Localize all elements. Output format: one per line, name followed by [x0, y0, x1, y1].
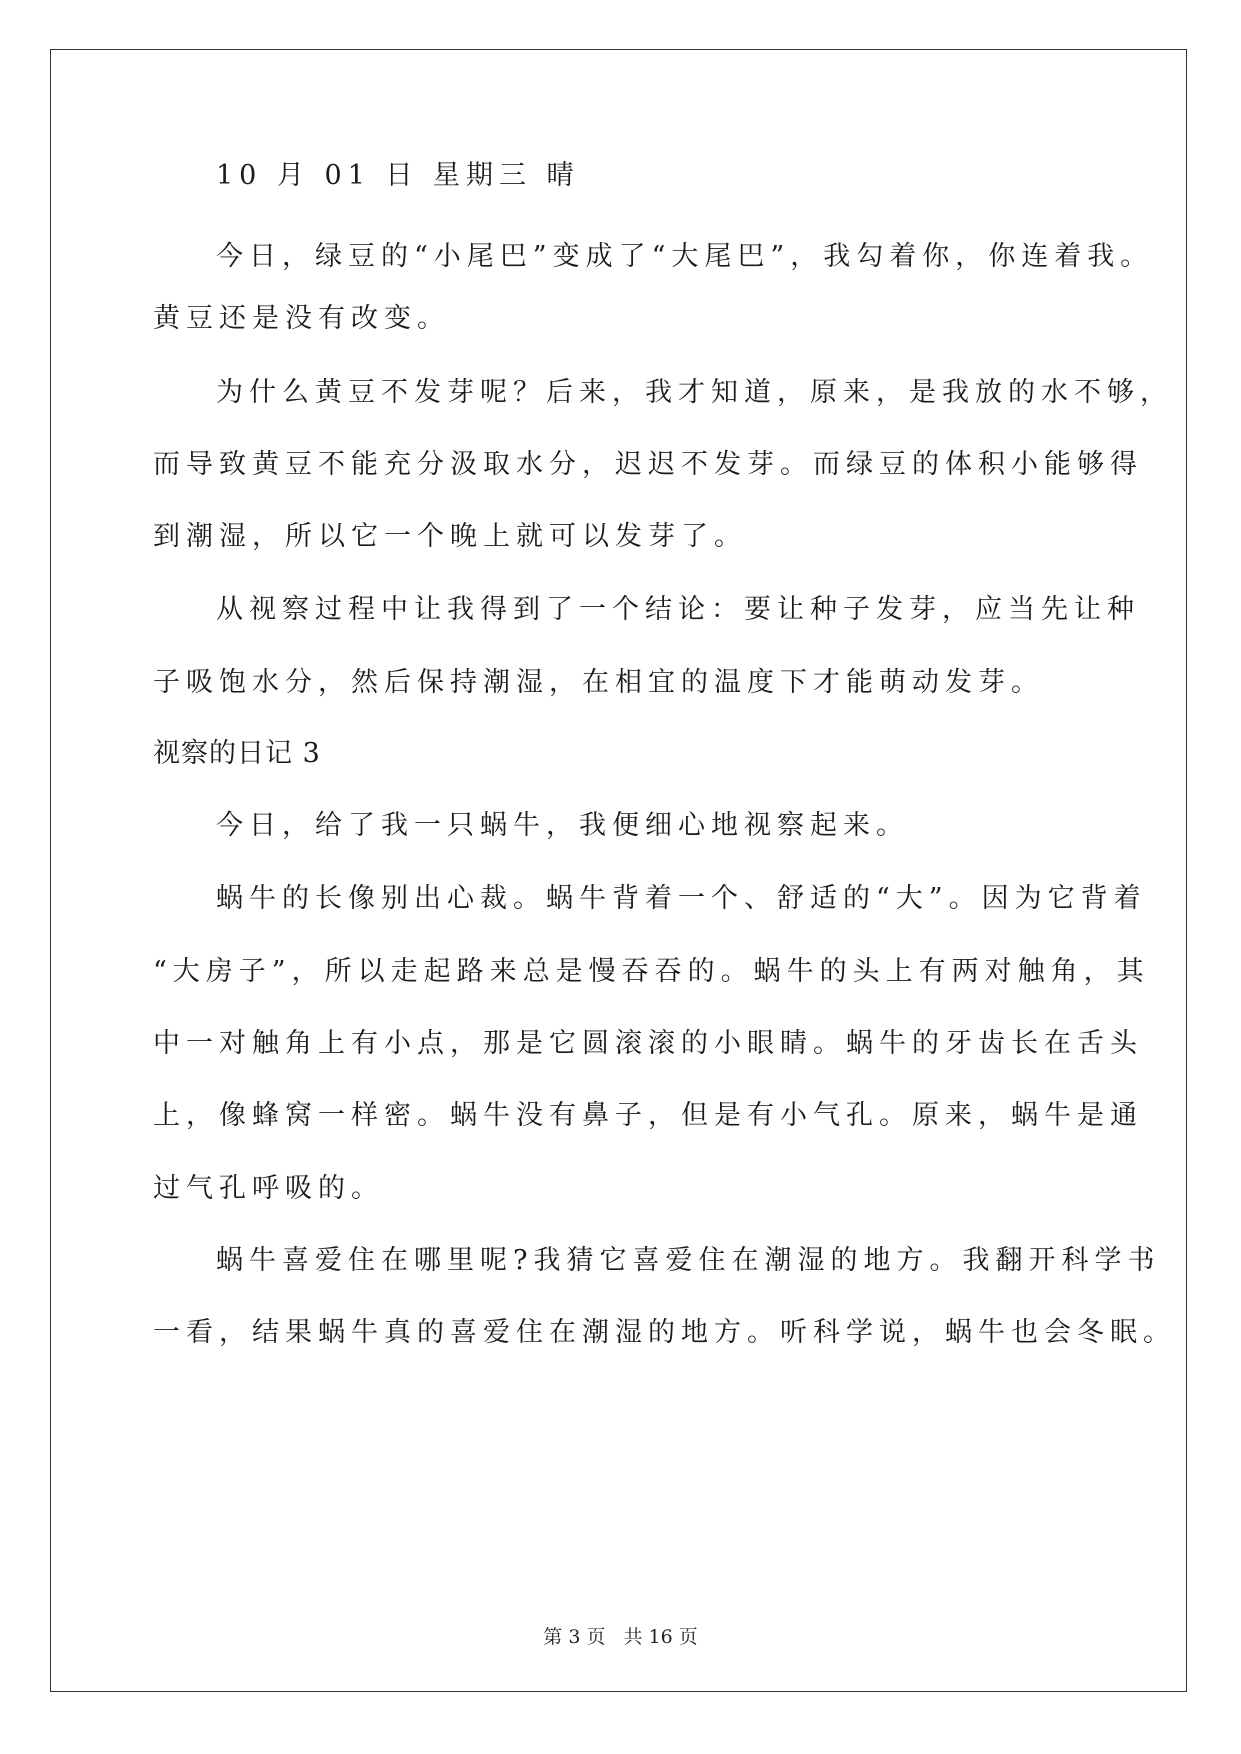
paragraph-line: 中一对触角上有小点，那是它圆滚滚的小眼睛。蜗牛的牙齿长在舌头	[153, 1028, 1143, 1059]
paragraph-line: 到潮湿，所以它一个晚上就可以发芽了。	[153, 521, 747, 552]
paragraph-line: 一看，结果蜗牛真的喜爱住在潮湿的地方。听科学说，蜗牛也会冬眠。	[153, 1317, 1176, 1348]
section-heading: 视察的日记 3	[153, 738, 321, 769]
paragraph-line: 上，像蜂窝一样密。蜗牛没有鼻子，但是有小气孔。原来，蜗牛是通	[153, 1100, 1143, 1131]
page-footer	[0, 1625, 1241, 1649]
paragraph-line: 为什么黄豆不发芽呢？后来，我才知道，原来，是我放的水不够，	[216, 377, 1173, 408]
paragraph-line: 子吸饱水分，然后保持潮湿，在相宜的温度下才能萌动发芽。	[153, 667, 1044, 698]
diary-date-line: 10 月 01 日 星期三 晴	[216, 160, 580, 191]
page-number-current: 第 3 页	[543, 1626, 606, 1648]
paragraph-line: 过气孔呼吸的。	[153, 1173, 384, 1204]
paragraph-line: “大房子”，所以走起路来总是慢吞吞的。蜗牛的头上有两对触角，其	[153, 956, 1150, 987]
paragraph-line: 今日，绿豆的“小尾巴”变成了“大尾巴”，我勾着你，你连着我。	[216, 241, 1154, 272]
paragraph-line: 而导致黄豆不能充分汲取水分，迟迟不发芽。而绿豆的体积小能够得	[153, 449, 1143, 480]
paragraph-line: 蜗牛的长像别出心裁。蜗牛背着一个、舒适的“大”。因为它背着	[216, 883, 1147, 914]
paragraph-line: 蜗牛喜爱住在哪里呢?我猜它喜爱住在潮湿的地方。我翻开科学书	[216, 1245, 1161, 1276]
page-number-total: 共 16 页	[623, 1626, 698, 1648]
paragraph-line: 黄豆还是没有改变。	[153, 303, 450, 334]
paragraph-line: 从视察过程中让我得到了一个结论：要让种子发芽，应当先让种	[216, 594, 1140, 625]
paragraph-line: 今日，给了我一只蜗牛，我便细心地视察起来。	[216, 810, 909, 841]
page-border	[50, 49, 1187, 1692]
